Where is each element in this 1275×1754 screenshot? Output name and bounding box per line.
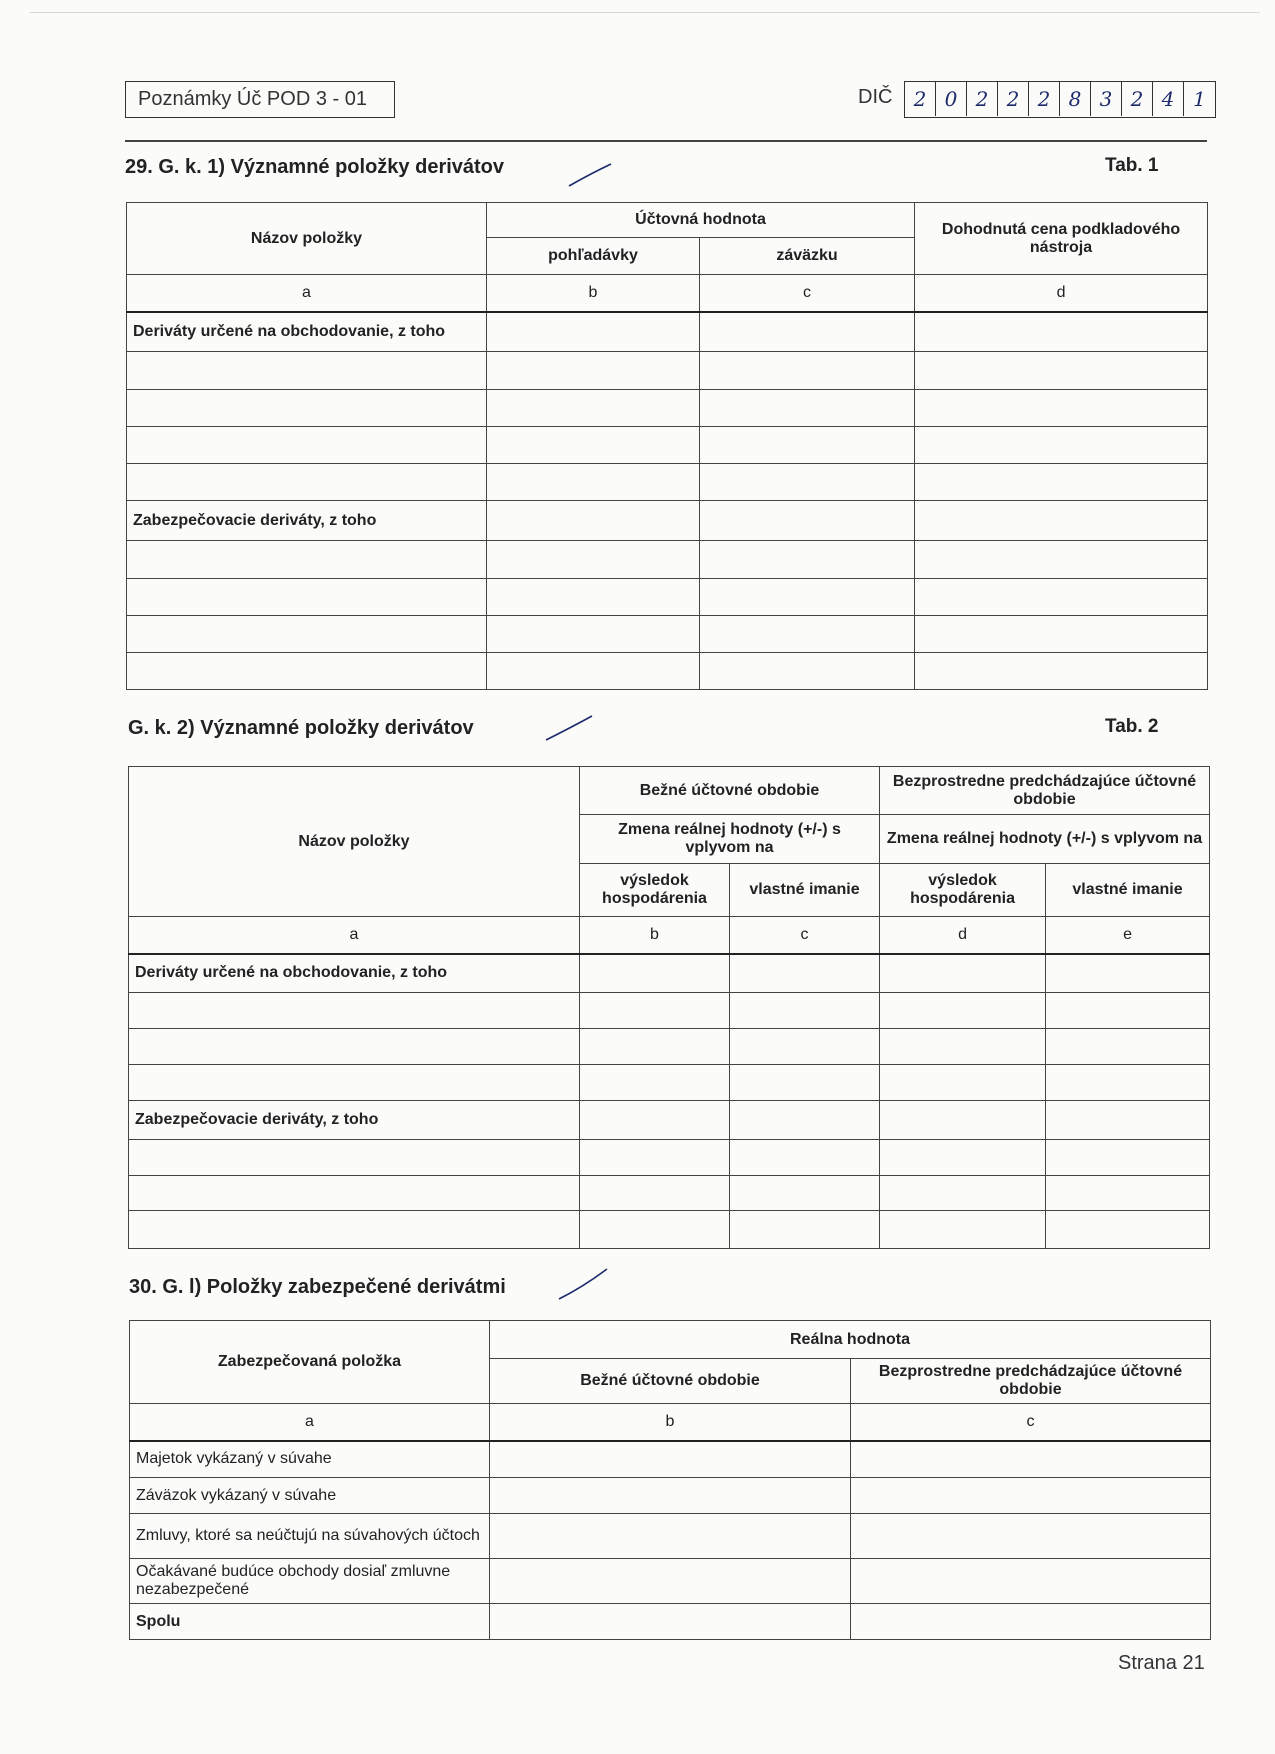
- table-cell[interactable]: [580, 993, 730, 1029]
- table-cell[interactable]: [580, 1029, 730, 1065]
- tab1-label: Tab. 1: [1105, 155, 1159, 176]
- row-label-contracts: Zmluvy, ktoré sa neúčtujú na súvahových účtoch: [130, 1514, 490, 1559]
- table-cell[interactable]: [580, 954, 730, 993]
- result-header: výsledok hospodárenia: [580, 864, 730, 917]
- derivatives-table-2: [128, 766, 1210, 1249]
- table-cell[interactable]: [700, 501, 915, 541]
- change-header: Zmena reálnej hodnoty (+/-) s vplyvom na: [880, 815, 1210, 864]
- dic-label: DIČ: [858, 86, 893, 108]
- check-mark-icon: [565, 160, 615, 190]
- dic-number-field: [904, 81, 1216, 118]
- table-cell[interactable]: [730, 993, 880, 1029]
- table-cell[interactable]: [127, 390, 487, 427]
- table-cell[interactable]: [700, 390, 915, 427]
- col-d-header: Dohodnutá cena podkladového nástroja: [915, 203, 1208, 275]
- row-label-trading: Deriváty určené na obchodovanie, z toho: [129, 954, 580, 993]
- table-cell[interactable]: [129, 1211, 580, 1249]
- table-cell[interactable]: [487, 464, 700, 501]
- dic-digit: 4: [1153, 82, 1184, 116]
- top-border-line: [30, 12, 1260, 13]
- table-cell[interactable]: [851, 1478, 1211, 1514]
- header-rule: [125, 140, 1207, 142]
- change-header: Zmena reálnej hodnoty (+/-) s vplyvom na: [580, 815, 880, 864]
- check-mark-icon: [540, 712, 600, 744]
- col-name-header: Názov položky: [127, 203, 487, 275]
- table-cell[interactable]: [487, 653, 700, 690]
- previous-period-header: Bezprostredne predchádzajúce účtovné obdobie: [880, 767, 1210, 815]
- tab2-label: Tab. 2: [1105, 716, 1159, 737]
- table-cell[interactable]: [700, 312, 915, 352]
- dic-digit: 2: [1029, 82, 1060, 116]
- table-cell[interactable]: [580, 1176, 730, 1211]
- col-letter: d: [915, 275, 1208, 312]
- table-cell[interactable]: [127, 541, 487, 579]
- table-cell[interactable]: [490, 1559, 851, 1604]
- dic-digit: 3: [1091, 82, 1122, 116]
- table-cell[interactable]: [915, 653, 1208, 690]
- col-letter: c: [730, 917, 880, 954]
- table-cell[interactable]: [490, 1514, 851, 1559]
- table-cell[interactable]: [730, 1101, 880, 1140]
- table-cell[interactable]: [129, 1029, 580, 1065]
- dic-digit: 2: [967, 82, 998, 116]
- dic-digit: 2: [998, 82, 1029, 116]
- col-b-header: pohľadávky: [487, 238, 700, 275]
- dic-digit: 1: [1193, 87, 1206, 111]
- table-cell[interactable]: [880, 1065, 1046, 1101]
- col-letter: a: [127, 275, 487, 312]
- table-cell[interactable]: [490, 1441, 851, 1478]
- table-cell[interactable]: [487, 312, 700, 352]
- table-cell[interactable]: [915, 312, 1208, 352]
- dic-digit: 8: [1060, 82, 1091, 116]
- table-cell[interactable]: [580, 1065, 730, 1101]
- section1-title: 29. G. k. 1) Významné položky derivátov: [125, 156, 505, 178]
- col-letter: c: [700, 275, 915, 312]
- table-cell[interactable]: [851, 1559, 1211, 1604]
- table-cell[interactable]: [127, 653, 487, 690]
- table-cell[interactable]: [915, 427, 1208, 464]
- equity-header: vlastné imanie: [1046, 864, 1210, 917]
- table-cell[interactable]: [700, 352, 915, 390]
- col-name-header: Názov položky: [129, 767, 580, 917]
- table-cell[interactable]: [129, 1176, 580, 1211]
- table-cell[interactable]: [580, 1101, 730, 1140]
- previous-period-header: Bezprostredne predchádzajúce účtovné obdobie: [851, 1359, 1211, 1404]
- col-letter: c: [851, 1404, 1211, 1441]
- table-cell[interactable]: [487, 390, 700, 427]
- table-cell[interactable]: [880, 1211, 1046, 1249]
- table-cell[interactable]: [851, 1441, 1211, 1478]
- col-group-header: Účtovná hodnota: [487, 203, 915, 238]
- row-label-hedging: Zabezpečovacie deriváty, z toho: [129, 1101, 580, 1140]
- table-cell[interactable]: [127, 464, 487, 501]
- table-cell[interactable]: [915, 390, 1208, 427]
- table-cell[interactable]: [730, 1140, 880, 1176]
- table-cell[interactable]: [700, 427, 915, 464]
- derivatives-table-1: [126, 202, 1208, 690]
- page-number: Strana 21: [1118, 1652, 1205, 1674]
- dic-digit: 2: [905, 82, 936, 116]
- table-cell[interactable]: [127, 616, 487, 653]
- table-cell[interactable]: [127, 579, 487, 616]
- table-cell[interactable]: [129, 1065, 580, 1101]
- table-cell[interactable]: [1046, 993, 1210, 1029]
- table-cell[interactable]: [915, 352, 1208, 390]
- row-label-total: Spolu: [130, 1604, 490, 1640]
- form-id-box: Poznámky Úč POD 3 - 01: [125, 81, 395, 118]
- col-letter: a: [130, 1404, 490, 1441]
- table-cell[interactable]: [700, 541, 915, 579]
- equity-header: vlastné imanie: [730, 864, 880, 917]
- dic-digit: 0: [936, 82, 967, 116]
- col-letter: a: [129, 917, 580, 954]
- col-name-header: Zabezpečovaná položka: [130, 1321, 490, 1404]
- table-cell[interactable]: [880, 1140, 1046, 1176]
- table-cell[interactable]: [487, 352, 700, 390]
- table-cell[interactable]: [915, 579, 1208, 616]
- result-header: výsledok hospodárenia: [880, 864, 1046, 917]
- table-cell[interactable]: [730, 1029, 880, 1065]
- table-cell[interactable]: [127, 427, 487, 464]
- table-cell[interactable]: [730, 954, 880, 993]
- table-cell[interactable]: [1046, 1029, 1210, 1065]
- table-cell[interactable]: [915, 616, 1208, 653]
- table-cell[interactable]: [880, 954, 1046, 993]
- check-mark-icon: [555, 1265, 615, 1303]
- table-cell[interactable]: [127, 352, 487, 390]
- table-cell[interactable]: [851, 1604, 1211, 1640]
- table-cell[interactable]: [730, 1065, 880, 1101]
- section3-title: 30. G. l) Položky zabezpečené derivátmi: [129, 1276, 506, 1298]
- table-cell[interactable]: [700, 579, 915, 616]
- row-label-trading: Deriváty určené na obchodovanie, z toho: [127, 312, 487, 352]
- table-cell[interactable]: [700, 653, 915, 690]
- current-period-header: Bežné účtovné obdobie: [490, 1359, 851, 1404]
- table-cell[interactable]: [487, 541, 700, 579]
- table-cell[interactable]: [880, 1029, 1046, 1065]
- table-cell[interactable]: [1046, 1140, 1210, 1176]
- col-c-header: záväzku: [700, 238, 915, 275]
- row-label-liabilities: Záväzok vykázaný v súvahe: [130, 1478, 490, 1514]
- fair-value-header: Reálna hodnota: [490, 1321, 1211, 1359]
- row-label-hedging: Zabezpečovacie deriváty, z toho: [127, 501, 487, 541]
- table-cell[interactable]: [700, 616, 915, 653]
- col-letter: d: [880, 917, 1046, 954]
- col-letter: b: [580, 917, 730, 954]
- col-letter: e: [1046, 917, 1210, 954]
- row-label-future-transactions: Očakávané budúce obchody dosiaľ zmluvne nezabezpečené: [130, 1559, 490, 1604]
- table-cell[interactable]: [851, 1514, 1211, 1559]
- table-cell[interactable]: [915, 541, 1208, 579]
- dic-digit: 2: [1122, 82, 1153, 116]
- table-cell[interactable]: [580, 1211, 730, 1249]
- table-cell[interactable]: [129, 993, 580, 1029]
- hedged-items-table: [129, 1320, 1211, 1640]
- table-cell[interactable]: [730, 1211, 880, 1249]
- table-cell[interactable]: [1046, 1176, 1210, 1211]
- table-cell[interactable]: [580, 1140, 730, 1176]
- table-cell[interactable]: [1046, 1065, 1210, 1101]
- table-cell[interactable]: [1046, 1211, 1210, 1249]
- current-period-header: Bežné účtovné obdobie: [580, 767, 880, 815]
- table-cell[interactable]: [880, 1176, 1046, 1211]
- col-letter: b: [490, 1404, 851, 1441]
- table-cell[interactable]: [730, 1176, 880, 1211]
- col-letter: b: [487, 275, 700, 312]
- table-cell[interactable]: [915, 464, 1208, 501]
- table-cell[interactable]: [487, 427, 700, 464]
- section2-title: G. k. 2) Významné položky derivátov: [128, 717, 474, 739]
- table-cell[interactable]: [915, 501, 1208, 541]
- table-cell[interactable]: [129, 1140, 580, 1176]
- table-cell[interactable]: [1046, 954, 1210, 993]
- table-cell[interactable]: [1046, 1101, 1210, 1140]
- table-cell[interactable]: [487, 616, 700, 653]
- table-cell[interactable]: [880, 993, 1046, 1029]
- table-cell[interactable]: [880, 1101, 1046, 1140]
- table-cell[interactable]: [490, 1478, 851, 1514]
- row-label-assets: Majetok vykázaný v súvahe: [130, 1441, 490, 1478]
- table-cell[interactable]: [487, 501, 700, 541]
- table-cell[interactable]: [490, 1604, 851, 1640]
- table-cell[interactable]: [700, 464, 915, 501]
- table-cell[interactable]: [487, 579, 700, 616]
